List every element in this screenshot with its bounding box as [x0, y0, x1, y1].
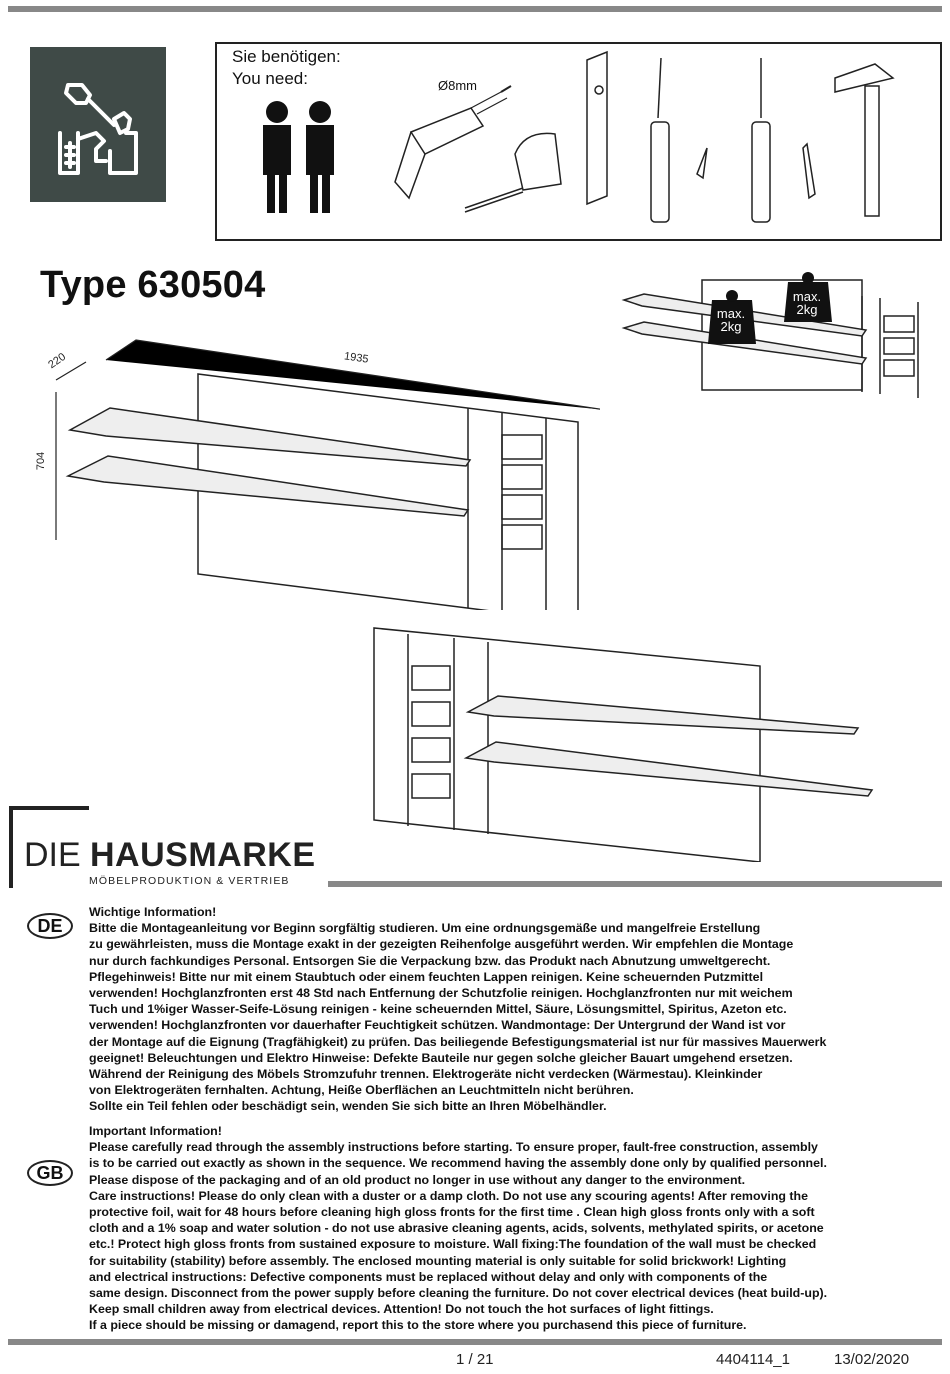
document-id: 4404114_1 — [716, 1351, 790, 1368]
english-information — [89, 1123, 945, 1334]
depth-dimension: 220 — [46, 350, 69, 372]
flat-screwdriver-icon — [752, 58, 815, 222]
weight-detail-drawing — [618, 270, 942, 420]
spirit-level-icon — [587, 52, 607, 204]
english-information-line: Keep small children away from electrical devices. Attention! Do not touch the hot surfaces of light fittings. — [89, 1302, 714, 1317]
document-date: 13/02/2020 — [834, 1351, 910, 1368]
top-rule — [8, 6, 942, 12]
english-information-line: etc.! Protect high gloss fronts from sustained exposure to moisture. Wall fixing:The foundation of the wall must be checked — [89, 1237, 817, 1252]
german-information-line: Wichtige Information! — [89, 905, 217, 919]
tools-badge — [30, 47, 166, 202]
german-information — [89, 904, 945, 1115]
weight-limit-line1: max. — [716, 306, 746, 321]
german-information-line: Sollte ein Teil fehlen oder beschädigt sein, wenden Sie sich bitte an Ihren Möbelhändler. — [89, 1099, 607, 1114]
mirrored-variant-drawing — [370, 622, 880, 862]
german-information-line: geeignet! Beleuchtungen und Elektro Hinweise: Defekte Bauteile nur gegen solche gleicher Bauart umgehend ersetzen. — [89, 1050, 793, 1065]
product-type-title: Type 630504 — [40, 264, 266, 306]
weight-limit-line2: 2kg — [796, 302, 818, 317]
german-information-line: Pflegehinweis! Bitte nur mit einem Staubtuch oder einem feuchten Lappen reinigen. Keine scheuernden Putzmittel — [89, 969, 764, 984]
language-badge-de: DE — [27, 913, 73, 939]
hammer-icon — [835, 64, 893, 216]
section-rule — [328, 881, 942, 887]
english-information-line: If a piece should be missing or damagend, report this to the store where you purchasend this piece of furniture. — [89, 1318, 747, 1333]
weight-limit-upper — [787, 290, 827, 316]
person-icon — [306, 101, 334, 213]
tools-illustration — [215, 42, 942, 241]
english-information-line: same design. Disconnect from the power supply before cleaning the furniture. Do not cover electrical devices (heat build-up). — [89, 1286, 828, 1301]
weight-limit-line1: max. — [792, 289, 822, 304]
german-information-line: Bitte die Montageanleitung vor Beginn sorgfältig studieren. Um eine ordnungsgemäße und mangelfreie Erstellung — [89, 921, 761, 936]
german-information-line: nur durch fachkundiges Personal. Entsorgen Sie die Verpackung bzw. das Produkt nach Abnutzung umweltgerecht. — [89, 953, 771, 968]
width-dimension: 1935 — [343, 350, 370, 366]
product-dimension-drawing — [40, 320, 600, 610]
german-information-line: verwenden! Hochglanzfronten vor dauerhafter Feuchtigkeit schützen. Wandmontage: Der Untergrund der Wand ist vor — [89, 1018, 786, 1033]
english-information-line: Important Information! — [89, 1124, 222, 1138]
drill-icon — [395, 86, 511, 198]
brand-logo-subtitle: MÖBELPRODUKTION & VERTRIEB — [89, 875, 290, 887]
required-items-label-de: Sie benötigen: — [232, 47, 341, 66]
hand-wrench-icon — [30, 47, 166, 202]
height-dimension: 704 — [35, 451, 48, 471]
bottom-rule — [8, 1339, 942, 1345]
german-information-line: Während der Reinigung des Möbels Stromzufuhr trennen. Elektrogeräte nicht verdecken (Wärmestau). Kleinkinder — [89, 1067, 763, 1082]
weight-limit-lower — [711, 307, 751, 333]
english-information-line: for suitability (stability) before assembly. The enclosed mounting material is only suitable for solid brickwork! Lighting — [89, 1253, 787, 1268]
brand-logo-hausmarke: HAUSMARKE — [90, 836, 316, 874]
language-badge-gb: GB — [27, 1160, 73, 1186]
german-information-line: Tuch und 1%iger Wasser-Seife-Lösung reinigen - keine scheuernden Mittel, Säure, Lösungsmittel, Spiritus, Azeton etc. — [89, 1002, 787, 1017]
tape-measure-icon — [465, 133, 561, 212]
english-information-line: is to be carried out exactly as shown in the sequence. We recommend having the assembly done only by qualified personnel. — [89, 1156, 827, 1171]
drill-size-label: Ø8mm — [438, 78, 477, 93]
brand-logo-die: DIE — [24, 836, 81, 874]
phillips-screwdriver-icon — [651, 58, 707, 222]
person-icon — [263, 101, 291, 213]
english-information-line: Please dispose of the packaging and of an old product no longer in use without any danger to the environment. — [89, 1172, 746, 1187]
english-information-line: protective foil, wait for 48 hours before cleaning high gloss fronts for the first time . Clean high gloss fronts only with a soft — [89, 1205, 815, 1220]
german-information-line: von Elektrogeräten fernhalten. Achtung, Heiße Oberflächen an Leuchtmitteln nicht berühren. — [89, 1083, 634, 1098]
english-information-line: and electrical instructions: Defective components must be replaced without delay and only with components of the — [89, 1269, 768, 1284]
page-number: 1 / 21 — [456, 1351, 494, 1368]
weight-limit-line2: 2kg — [720, 319, 742, 334]
english-information-line: Care instructions! Please do only clean with a duster or a damp cloth. Do not use any scouring agents! After removing the — [89, 1188, 809, 1203]
english-information-line: Please carefully read through the assembly instructions before starting. To ensure proper, fault-free construction, assembly — [89, 1140, 818, 1155]
german-information-line: verwenden! Hochglanzfronten erst 48 Std nach Entfernung der Schutzfolie reinigen. Hochglanzfronten nur mit weichem — [89, 986, 793, 1001]
english-information-line: cloth and a 1% soap and water solution - do not use abrasive cleaning agents, acids, solvents, methylated spirits, or acetone — [89, 1221, 824, 1236]
required-items-label-en: You need: — [232, 69, 308, 88]
german-information-line: zu gewährleisten, muss die Montage exakt in der gezeigten Reihenfolge ausgeführt werden. Wir empfehlen die Montage — [89, 937, 794, 952]
german-information-line: der Montage auf die Eignung (Tragfähigkeit) zu prüfen. Das beiliegende Befestigungsmaterial ist nur für massives Mauerwerk — [89, 1034, 827, 1049]
